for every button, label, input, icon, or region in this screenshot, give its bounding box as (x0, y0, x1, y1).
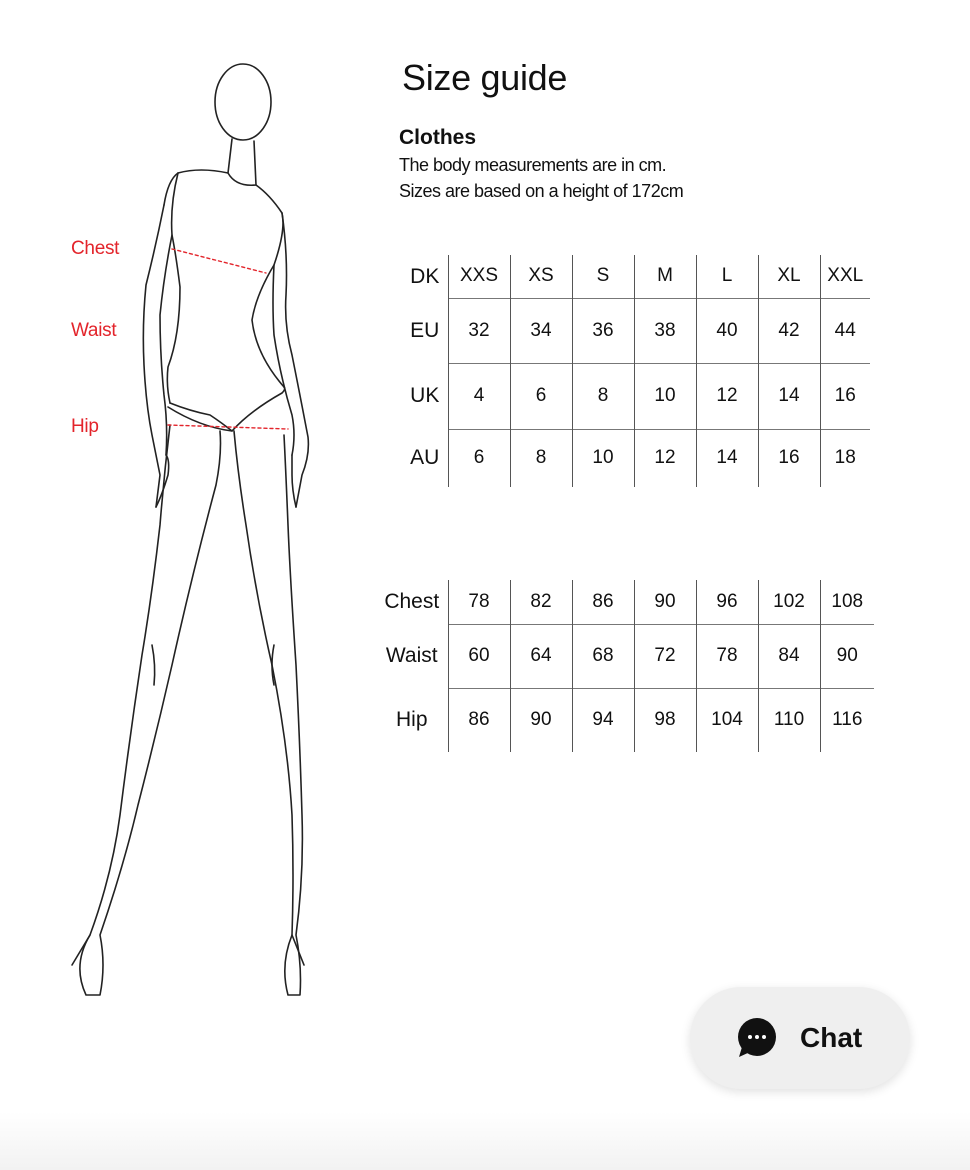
row-label: Chest (384, 590, 440, 613)
table-cell: 18 (820, 429, 870, 487)
body-figure-illustration (60, 55, 340, 1015)
table-cell: 42 (758, 298, 820, 363)
chat-button[interactable] (690, 987, 910, 1089)
fashion-croquis-icon (60, 55, 340, 1015)
table-cell: XL (758, 255, 820, 298)
table-cell: 34 (510, 298, 572, 363)
table-row (376, 624, 874, 688)
table-cell: 90 (820, 624, 874, 688)
table-cell: 14 (758, 363, 820, 429)
table-cell: 110 (758, 688, 820, 752)
table-cell: 12 (696, 363, 758, 429)
table-cell: 16 (758, 429, 820, 487)
table-row (402, 255, 870, 298)
table-cell: 84 (758, 624, 820, 688)
table-cell: 44 (820, 298, 870, 363)
row-label: UK (410, 384, 440, 407)
table-cell: 38 (634, 298, 696, 363)
table-cell: 78 (696, 624, 758, 688)
table-cell: S (572, 255, 634, 298)
table-row (402, 298, 870, 363)
table-row (376, 688, 874, 752)
section-title-clothes: Clothes (399, 126, 477, 149)
table-cell: 60 (448, 624, 510, 688)
table-cell: XXL (820, 255, 870, 298)
table-cell: 10 (572, 429, 634, 487)
table-cell: 12 (634, 429, 696, 487)
table-cell: 68 (572, 624, 634, 688)
row-label: Waist (385, 644, 438, 667)
row-label: AU (410, 446, 440, 469)
measurement-unit-note: The body measurements are in cm. (399, 155, 667, 175)
table-cell: 40 (696, 298, 758, 363)
table-cell: 90 (510, 688, 572, 752)
row-label: DK (410, 264, 440, 288)
chat-button-label: Chat (800, 1022, 863, 1053)
table-cell: 4 (448, 363, 510, 429)
row-label: EU (410, 318, 440, 342)
table-cell: L (696, 255, 758, 298)
table-cell: 36 (572, 298, 634, 363)
page-title: Size guide (402, 57, 568, 98)
table-cell: 96 (696, 580, 758, 624)
table-cell: 82 (510, 580, 572, 624)
hip-label: Hip (71, 416, 99, 437)
table-cell: 64 (510, 624, 572, 688)
table-cell: M (634, 255, 696, 298)
table-cell: 10 (634, 363, 696, 429)
table-cell: 108 (820, 580, 874, 624)
body-measurement-table (376, 580, 874, 752)
waist-label: Waist (71, 320, 117, 341)
table-cell: 6 (510, 363, 572, 429)
chest-label: Chest (71, 238, 120, 259)
page-bottom-edge (0, 1112, 970, 1170)
size-conversion-table (402, 255, 870, 487)
table-cell: 86 (448, 688, 510, 752)
table-cell: 6 (448, 429, 510, 487)
table-cell: 116 (820, 688, 874, 752)
table-row (402, 429, 870, 487)
table-cell: 102 (758, 580, 820, 624)
table-cell: 90 (634, 580, 696, 624)
table-cell: 98 (634, 688, 696, 752)
table-cell: 86 (572, 580, 634, 624)
table-cell: 16 (820, 363, 870, 429)
table-row (376, 580, 874, 624)
height-basis-note: Sizes are based on a height of 172cm (399, 181, 684, 201)
table-cell: XXS (448, 255, 510, 298)
table-cell: 8 (510, 429, 572, 487)
table-cell: 8 (572, 363, 634, 429)
table-cell: 32 (448, 298, 510, 363)
chat-bubble-icon (736, 1017, 778, 1059)
row-label: Hip (395, 708, 428, 731)
table-row (402, 363, 870, 429)
table-cell: 78 (448, 580, 510, 624)
table-cell: XS (510, 255, 572, 298)
table-cell: 104 (696, 688, 758, 752)
table-cell: 14 (696, 429, 758, 487)
table-cell: 94 (572, 688, 634, 752)
table-cell: 72 (634, 624, 696, 688)
